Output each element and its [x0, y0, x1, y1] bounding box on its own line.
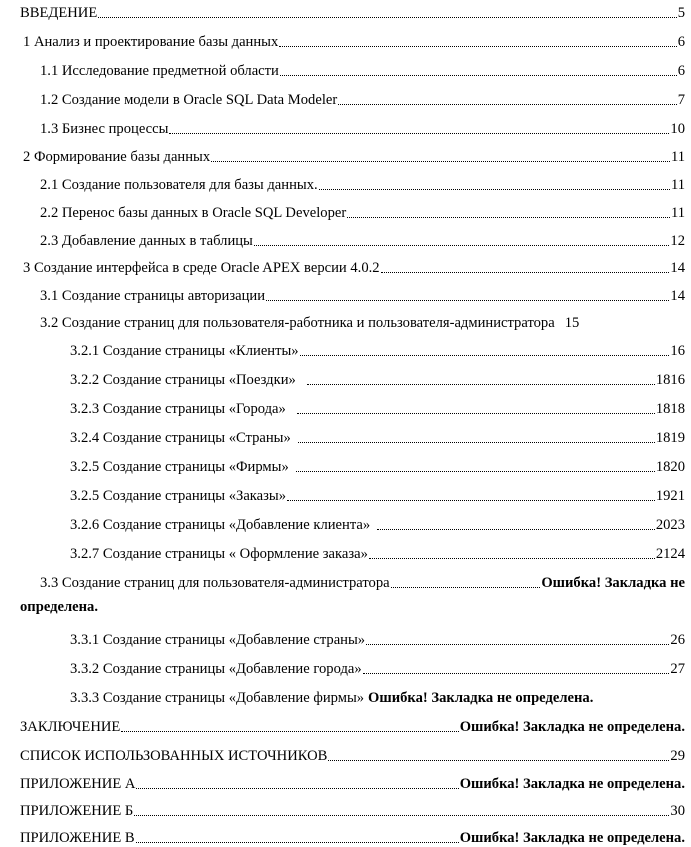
toc-entry-error: Ошибка! Закладка не определена. — [459, 830, 685, 846]
dot-leader — [211, 160, 670, 162]
toc-entry-title: ПРИЛОЖЕНИЕ В — [20, 830, 135, 846]
toc-entry-section-3-2-6[interactable] — [0, 514, 685, 534]
toc-entry-title: ВВЕДЕНИЕ — [20, 5, 98, 21]
toc-entry-title: 3.2.5 Создание страницы «Фирмы» — [70, 459, 289, 475]
toc-entry-error-continuation: определена. — [20, 599, 98, 615]
toc-entry-title: 3.3 Создание страниц для пользователя-администратора — [40, 575, 390, 591]
toc-entry-title: 3.3.3 Создание страницы «Добавление фирмы» — [70, 690, 365, 706]
toc-entry-page: 1818 — [655, 401, 685, 417]
dot-leader — [287, 499, 655, 501]
dot-leader — [134, 814, 669, 816]
toc-entry-page: 11 — [670, 177, 685, 193]
toc-entry-page: 29 — [670, 748, 685, 764]
toc-entry-title: 3.2.3 Создание страницы «Города» — [70, 401, 286, 417]
toc-entry-section-3-1[interactable] — [0, 285, 685, 305]
dot-leader — [279, 45, 676, 47]
toc-entry-page: 1819 — [655, 430, 685, 446]
toc-entry-conclusion[interactable] — [0, 716, 685, 736]
toc-entry-section-3-2-4[interactable] — [0, 427, 685, 447]
toc-entry-page: 6 — [677, 63, 685, 79]
dot-leader — [121, 730, 458, 732]
toc-entry-section-3-2[interactable] — [0, 312, 685, 332]
toc-entry-title: ПРИЛОЖЕНИЕ Б — [20, 803, 134, 819]
toc-entry-section-3-3[interactable] — [0, 572, 685, 592]
toc-entry-title: 1.3 Бизнес процессы — [40, 121, 169, 137]
toc-entry-title: 1.1 Исследование предметной области — [40, 63, 279, 79]
toc-entry-appendix-c[interactable] — [0, 827, 685, 847]
toc-entry-title: 3.2.4 Создание страницы «Страны» — [70, 430, 291, 446]
dot-leader — [266, 299, 669, 301]
toc-entry-title: 2.1 Создание пользователя для базы данных. — [40, 177, 318, 193]
toc-entry-title: 3.2 Создание страниц для пользователя-работника и пользователя-администратора — [40, 315, 555, 331]
toc-entry-page: 15 — [564, 315, 580, 331]
dot-leader — [328, 759, 669, 761]
dot-leader — [347, 216, 670, 218]
toc-entry-title: 2.3 Добавление данных в таблицы — [40, 233, 253, 249]
toc-entry-page: 2124 — [655, 546, 685, 562]
dot-leader — [298, 441, 655, 443]
toc-entry-section-3-2-5-firms[interactable] — [0, 456, 685, 476]
toc-entry-title: 3.3.2 Создание страницы «Добавление города» — [70, 661, 362, 677]
dot-leader — [319, 188, 670, 190]
toc-entry-title: ПРИЛОЖЕНИЕ А — [20, 776, 136, 792]
dot-leader — [280, 74, 677, 76]
toc-entry-section-1[interactable] — [0, 31, 685, 51]
toc-entry-page: 14 — [670, 288, 685, 304]
toc-entry-error: Ошибка! Закладка не определена. — [459, 776, 685, 792]
toc-entry-section-3-3-1[interactable] — [0, 629, 685, 649]
toc-entry-title: 3.2.6 Создание страницы «Добавление клиента» — [70, 517, 371, 533]
toc-entry-page: 26 — [670, 632, 685, 648]
toc-entry-page: 7 — [677, 92, 685, 108]
toc-entry-section-2-3[interactable] — [0, 230, 685, 250]
toc-entry-page: 1820 — [655, 459, 685, 475]
toc-entry-page: 5 — [677, 5, 685, 21]
toc-entry-section-3-2-5-orders[interactable] — [0, 485, 685, 505]
toc-entry-section-2[interactable] — [0, 146, 685, 166]
toc-entry-title: 1 Анализ и проектирование базы данных — [23, 34, 279, 50]
dot-leader — [136, 841, 459, 843]
toc-entry-title: 3.2.7 Создание страницы « Оформление заказа» — [70, 546, 368, 562]
toc-entry-page: 1921 — [655, 488, 685, 504]
toc-entry-section-1-3[interactable] — [0, 118, 685, 138]
dot-leader — [391, 586, 541, 588]
toc-entry-page: 30 — [670, 803, 685, 819]
toc-entry-title: 2.2 Перенос базы данных в Oracle SQL Developer — [40, 205, 347, 221]
dot-leader — [366, 643, 669, 645]
dot-leader — [297, 412, 655, 414]
toc-entry-title: 3.2.1 Создание страницы «Клиенты» — [70, 343, 299, 359]
toc-entry-title: 3 Создание интерфейса в среде Oracle APEX версии 4.0.2 — [23, 260, 380, 276]
dot-leader — [381, 271, 670, 273]
toc-entry-intro[interactable] — [0, 2, 685, 22]
dot-leader — [296, 470, 655, 472]
toc-entry-title: 3.2.5 Создание страницы «Заказы» — [70, 488, 287, 504]
toc-entry-title: 1.2 Создание модели в Oracle SQL Data Modeler — [40, 92, 338, 108]
toc-entry-title: 3.3.1 Создание страницы «Добавление страны» — [70, 632, 366, 648]
dot-leader — [363, 672, 670, 674]
toc-entry-page: 16 — [670, 343, 685, 359]
dot-leader — [136, 787, 458, 789]
toc-entry-page: 12 — [670, 233, 685, 249]
toc-entry-page: 11 — [670, 205, 685, 221]
dot-leader — [254, 244, 670, 246]
toc-entry-title: 3.1 Создание страницы авторизации — [40, 288, 266, 304]
toc-entry-appendix-a[interactable] — [0, 773, 685, 793]
toc-entry-section-2-1[interactable] — [0, 174, 685, 194]
dot-leader — [98, 16, 676, 18]
toc-entry-title: ЗАКЛЮЧЕНИЕ — [20, 719, 121, 735]
toc-entry-title: 3.2.2 Создание страницы «Поездки» — [70, 372, 296, 388]
toc-entry-section-3[interactable] — [0, 257, 685, 277]
toc-entry-section-3-3-2[interactable] — [0, 658, 685, 678]
toc-entry-section-2-2[interactable] — [0, 202, 685, 222]
toc-entry-page: 10 — [670, 121, 685, 137]
toc-entry-error: Ошибка! Закладка не определена. — [459, 719, 685, 735]
dot-leader — [377, 528, 655, 530]
toc-entry-title: 2 Формирование базы данных — [23, 149, 211, 165]
toc-entry-section-1-2[interactable] — [0, 89, 685, 109]
toc-entry-section-3-3-3[interactable] — [0, 687, 685, 707]
toc-entry-error: Ошибка! Закладка не — [541, 575, 685, 591]
toc-entry-error: Ошибка! Закладка не определена. — [368, 690, 594, 706]
toc-entry-section-3-2-3[interactable] — [0, 398, 685, 418]
toc-entry-page: 11 — [670, 149, 685, 165]
toc-entry-page: 27 — [670, 661, 685, 677]
dot-leader — [307, 383, 655, 385]
toc-entry-page: 1816 — [655, 372, 685, 388]
toc-entry-appendix-b[interactable] — [0, 800, 685, 820]
toc-entry-section-3-2-7[interactable] — [0, 543, 685, 563]
dot-leader — [300, 354, 670, 356]
toc-entry-section-3-2-2[interactable] — [0, 369, 685, 389]
dot-leader — [369, 557, 655, 559]
toc-entry-sources[interactable] — [0, 745, 685, 765]
toc-entry-title: СПИСОК ИСПОЛЬЗОВАННЫХ ИСТОЧНИКОВ — [20, 748, 328, 764]
toc-entry-page: 2023 — [655, 517, 685, 533]
toc-entry-section-1-1[interactable] — [0, 60, 685, 80]
dot-leader — [169, 132, 669, 134]
toc-entry-page: 6 — [677, 34, 685, 50]
toc-entry-page: 14 — [670, 260, 685, 276]
toc-entry-section-3-2-1[interactable] — [0, 340, 685, 360]
dot-leader — [338, 103, 676, 105]
